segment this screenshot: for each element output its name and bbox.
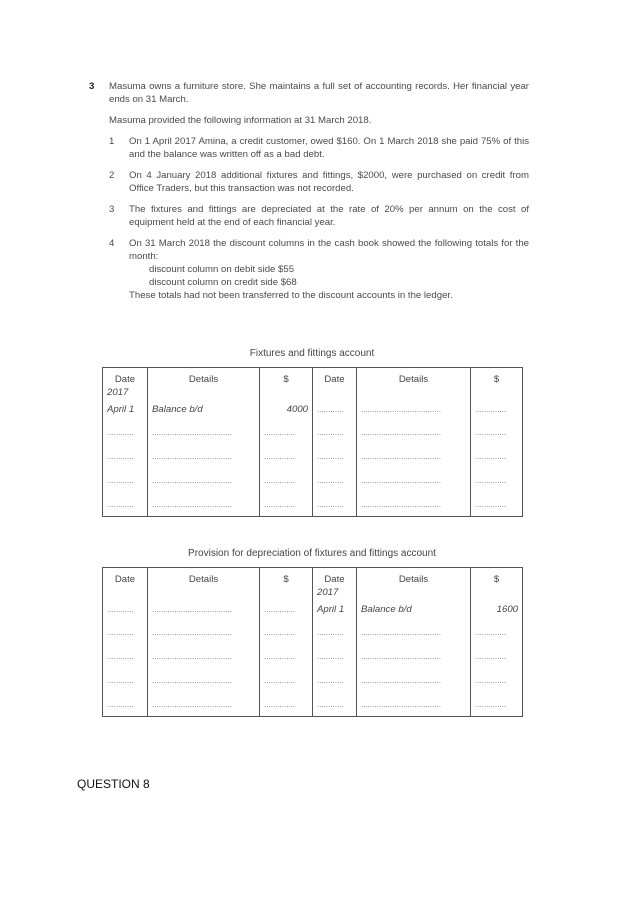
blank-details: .................................... [357, 620, 471, 644]
header-date: Date [313, 368, 357, 387]
blank-amount: .............. [260, 492, 313, 517]
header-details: Details [148, 568, 260, 587]
item-number: 2 [109, 170, 115, 181]
ledger-header-row [103, 568, 523, 587]
entry-details: Balance b/d [148, 398, 260, 420]
blank-amount: .............. [260, 420, 313, 444]
footer-question-label: QUESTION 8 [77, 777, 150, 791]
blank-details: .................................... [148, 444, 260, 468]
blank-amount: .............. [471, 468, 523, 492]
header-date: Date [313, 568, 357, 587]
entry-amount: 4000 [260, 398, 313, 420]
blank-amount: .............. [260, 620, 313, 644]
blank-date: ............ [313, 644, 357, 668]
blank-details: .................................... [357, 644, 471, 668]
question-body [109, 80, 529, 310]
header-amount: $ [471, 568, 523, 587]
item-text: The fixtures and fittings are depreciated at the rate of 20% per annum on the cost of equipment held at the end of each financial year. [129, 204, 529, 228]
blank-date: ............ [313, 620, 357, 644]
blank-date: ............ [103, 444, 148, 468]
blank-amount: .............. [260, 598, 313, 620]
item-number: 1 [109, 136, 115, 147]
blank-details: .................................... [148, 620, 260, 644]
header-date: Date [103, 368, 148, 387]
blank-amount: .............. [260, 668, 313, 692]
ledger-row [103, 444, 523, 468]
blank-details: .................................... [357, 398, 471, 420]
ledger-row [103, 468, 523, 492]
blank-amount: .............. [471, 620, 523, 644]
header-details: Details [357, 368, 471, 387]
info-item [109, 203, 529, 229]
entry-date: April 1 [313, 598, 357, 620]
ledger-row [103, 598, 523, 620]
blank-details: .................................... [148, 598, 260, 620]
item-tail: These totals had not been transferred to the discount accounts in the ledger. [129, 290, 453, 301]
year-label: 2017 [313, 586, 357, 598]
account-title: Fixtures and fittings account [249, 348, 375, 359]
blank-details: .................................... [148, 668, 260, 692]
info-item [109, 169, 529, 195]
item-text: On 1 April 2017 Amina, a credit customer, owed $160. On 1 March 2018 she paid 75% of this and the balance was written off as a bad debt. [129, 136, 529, 160]
blank-date: ............ [103, 620, 148, 644]
year-label: 2017 [103, 386, 148, 398]
blank-amount: .............. [260, 468, 313, 492]
blank-amount: .............. [471, 492, 523, 517]
question-number: 3 [89, 81, 95, 92]
blank-amount: .............. [260, 444, 313, 468]
ledger-row [103, 420, 523, 444]
info-item [109, 237, 529, 302]
entry-amount: 1600 [471, 598, 523, 620]
blank-date: ............ [103, 644, 148, 668]
blank-details: .................................... [357, 468, 471, 492]
question-provided: Masuma provided the following information at 31 March 2018. [109, 115, 372, 126]
ledger-table-provision [102, 567, 523, 717]
blank-date: ............ [103, 668, 148, 692]
item-text: On 4 January 2018 additional fixtures and fittings, $2000, were purchased on credit from Office Traders, but this transaction was not recorded. [129, 170, 529, 194]
blank-date: ............ [313, 492, 357, 517]
blank-date: ............ [313, 468, 357, 492]
blank-date: ............ [313, 692, 357, 717]
ledger-table-fixtures [102, 367, 523, 517]
blank-details: .................................... [148, 420, 260, 444]
blank-date: ............ [313, 398, 357, 420]
header-details: Details [357, 568, 471, 587]
blank-details: .................................... [148, 692, 260, 717]
blank-date: ............ [103, 420, 148, 444]
ledger-row [103, 668, 523, 692]
blank-details: .................................... [357, 420, 471, 444]
blank-amount: .............. [260, 692, 313, 717]
account-title: Provision for depreciation of fixtures and fittings account [188, 548, 436, 559]
blank-date: ............ [103, 468, 148, 492]
ledger-row [103, 692, 523, 717]
blank-amount: .............. [260, 644, 313, 668]
blank-details: .................................... [357, 668, 471, 692]
blank-date: ............ [103, 598, 148, 620]
question-intro: Masuma owns a furniture store. She maintains a full set of accounting records. Her financial year ends on 31 March. [109, 81, 529, 105]
blank-amount: .............. [471, 668, 523, 692]
entry-date: April 1 [103, 398, 148, 420]
ledger-year-row [103, 586, 523, 598]
blank-amount: .............. [471, 644, 523, 668]
blank-date: ............ [103, 692, 148, 717]
blank-date: ............ [313, 668, 357, 692]
blank-amount: .............. [471, 692, 523, 717]
header-amount: $ [471, 368, 523, 387]
header-date: Date [103, 568, 148, 587]
blank-date: ............ [313, 420, 357, 444]
item-subline: discount column on credit side $68 [149, 277, 297, 288]
item-text: On 31 March 2018 the discount columns in the cash book showed the following totals for the month: [129, 238, 529, 262]
ledger-row [103, 398, 523, 420]
blank-details: .................................... [148, 492, 260, 517]
item-number: 3 [109, 204, 115, 215]
ledger-row [103, 644, 523, 668]
ledger-row [103, 492, 523, 517]
blank-amount: .............. [471, 398, 523, 420]
blank-amount: .............. [471, 444, 523, 468]
blank-date: ............ [103, 492, 148, 517]
blank-details: .................................... [148, 644, 260, 668]
blank-date: ............ [313, 444, 357, 468]
blank-details: .................................... [357, 492, 471, 517]
entry-details: Balance b/d [357, 598, 471, 620]
item-subline: discount column on debit side $55 [149, 264, 295, 275]
blank-details: .................................... [357, 692, 471, 717]
header-amount: $ [260, 568, 313, 587]
blank-details: .................................... [148, 468, 260, 492]
ledger-header-row [103, 368, 523, 387]
header-amount: $ [260, 368, 313, 387]
info-item [109, 135, 529, 161]
blank-amount: .............. [471, 420, 523, 444]
item-number: 4 [109, 238, 115, 249]
blank-details: .................................... [357, 444, 471, 468]
ledger-row [103, 620, 523, 644]
header-details: Details [148, 368, 260, 387]
ledger-year-row [103, 386, 523, 398]
